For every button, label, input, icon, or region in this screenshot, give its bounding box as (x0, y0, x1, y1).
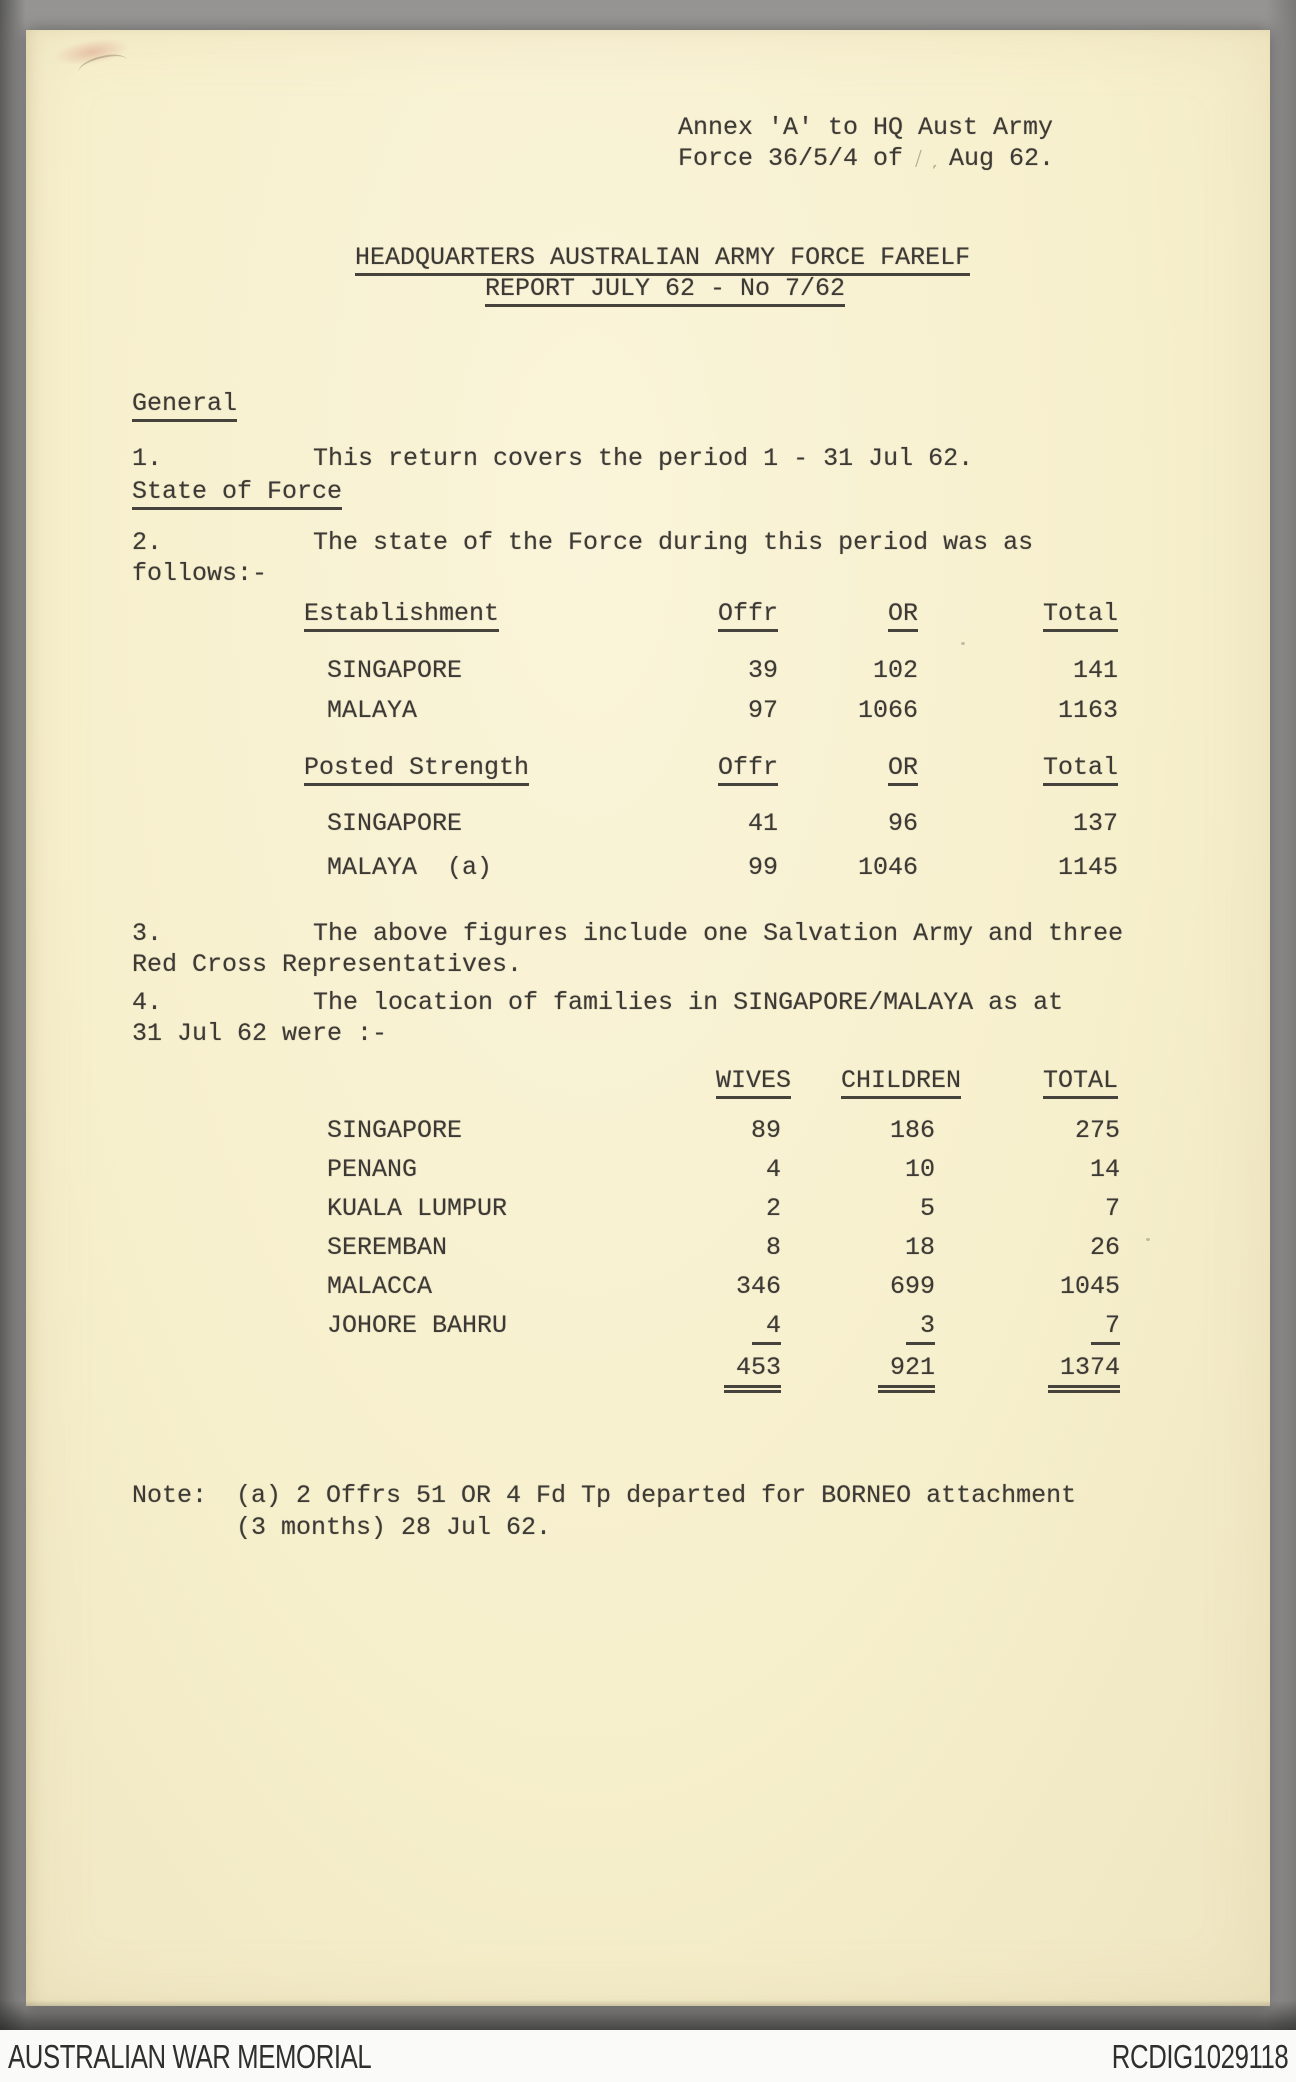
total-value: 1145 (1057, 853, 1118, 882)
para-text-line1: The state of the Force during this period was as (313, 528, 1034, 557)
title-line2-text: REPORT JULY 62 - No 7/62 (485, 274, 845, 307)
col-header-total: Total (1043, 752, 1118, 783)
children-value: 186 (889, 1116, 935, 1145)
para-text-line2: Red Cross Representatives. (132, 950, 523, 979)
total-value: 1163 (1057, 696, 1118, 725)
wives-value: 4 (752, 1310, 781, 1345)
general-heading-text: General (132, 389, 237, 422)
total-value: 14 (1089, 1155, 1120, 1184)
wives-value: 346 (735, 1272, 781, 1301)
total-value: 275 (1074, 1116, 1120, 1145)
note-label: Note: (132, 1481, 208, 1510)
col-header-children: CHILDREN (841, 1065, 961, 1096)
total-value: 7 (1104, 1194, 1120, 1223)
col-header-offr: Offr (718, 598, 778, 629)
col-header-total: Total (1043, 598, 1118, 629)
scan-bottom-shadow (0, 2000, 1296, 2030)
wives-value: 2 (765, 1194, 781, 1223)
col-header-total: TOTAL (1043, 1065, 1118, 1096)
paper-speck (1146, 1238, 1150, 1241)
section-heading-general (132, 388, 237, 419)
wives-total: 453 (724, 1352, 781, 1393)
para-number: 4. (132, 988, 163, 1017)
para-number: 2. (132, 528, 163, 557)
paper-speck (961, 642, 965, 645)
title-line1-text: HEADQUARTERS AUSTRALIAN ARMY FORCE FARELF (355, 243, 970, 276)
total-value: 137 (1072, 809, 1118, 838)
children-value: 3 (906, 1310, 935, 1345)
total-value: 7 (1091, 1310, 1120, 1345)
para-text: This return covers the period 1 - 31 Jul 62. (313, 444, 974, 473)
row-label: KUALA LUMPUR (327, 1194, 508, 1223)
para-text-line1: The above figures include one Salvation Army and three (313, 919, 1124, 948)
section-heading-state-of-force (132, 476, 342, 507)
pencil-date-mark: ∕ˏ (909, 143, 943, 176)
annex-reference-line1: Annex 'A' to HQ Aust Army (678, 113, 1054, 142)
col-header-or: OR (888, 598, 918, 629)
offr-value: 99 (747, 853, 778, 882)
col-header-or: OR (888, 752, 918, 783)
footer-institution-label: AUSTRALIAN WAR MEMORIAL (8, 2038, 372, 2075)
para-number: 3. (132, 919, 163, 948)
para-text-line1: The location of families in SINGAPORE/MALAYA as at (313, 988, 1064, 1017)
state-of-force-heading-text: State of Force (132, 477, 342, 510)
offr-value: 39 (747, 656, 778, 685)
children-value: 699 (889, 1272, 935, 1301)
total-value: 1045 (1059, 1272, 1120, 1301)
annex-reference-line2 (678, 143, 1054, 175)
annex-line2-post: Aug 62. (949, 144, 1055, 173)
para-number: 1. (132, 444, 163, 473)
total-value: 26 (1089, 1233, 1120, 1262)
row-label: SEREMBAN (327, 1233, 448, 1262)
para-text-line2: 31 Jul 62 were :- (132, 1019, 388, 1048)
wives-value: 89 (750, 1116, 781, 1145)
document-title-line1 (355, 242, 970, 273)
wives-value: 4 (765, 1155, 781, 1184)
row-label: SINGAPORE (327, 1116, 463, 1145)
note-text-line1: (a) 2 Offrs 51 OR 4 Fd Tp departed for BORNEO attachment (236, 1481, 1077, 1510)
row-label: SINGAPORE (327, 809, 463, 838)
awm-footer-bar (0, 2030, 1296, 2082)
para-text-line2: follows:- (132, 559, 268, 588)
document-page (26, 30, 1270, 2006)
children-value: 18 (904, 1233, 935, 1262)
col-header-posted-strength: Posted Strength (304, 752, 529, 783)
total-value: 141 (1072, 656, 1118, 685)
or-value: 1066 (857, 696, 918, 725)
col-header-wives: WIVES (716, 1065, 791, 1096)
row-label: JOHORE BAHRU (327, 1311, 508, 1340)
or-value: 96 (887, 809, 918, 838)
row-label: MALAYA (a) (327, 853, 493, 882)
footer-record-id: RCDIG1029118 (1111, 2038, 1288, 2075)
col-header-establishment: Establishment (304, 598, 499, 629)
children-value: 5 (919, 1194, 935, 1223)
or-value: 102 (872, 656, 918, 685)
or-value: 1046 (857, 853, 918, 882)
wives-value: 8 (765, 1233, 781, 1262)
row-label: MALACCA (327, 1272, 433, 1301)
row-label: PENANG (327, 1155, 418, 1184)
row-label: SINGAPORE (327, 656, 463, 685)
document-title-line2 (485, 273, 845, 304)
note-text-line2: (3 months) 28 Jul 62. (236, 1513, 552, 1542)
offr-value: 41 (747, 809, 778, 838)
col-header-offr: Offr (718, 752, 778, 783)
offr-value: 97 (747, 696, 778, 725)
annex-line2-pre: Force 36/5/4 of (678, 144, 904, 173)
grand-total: 1374 (1048, 1352, 1120, 1393)
children-total: 921 (878, 1352, 935, 1393)
row-label: MALAYA (327, 696, 418, 725)
children-value: 10 (904, 1155, 935, 1184)
